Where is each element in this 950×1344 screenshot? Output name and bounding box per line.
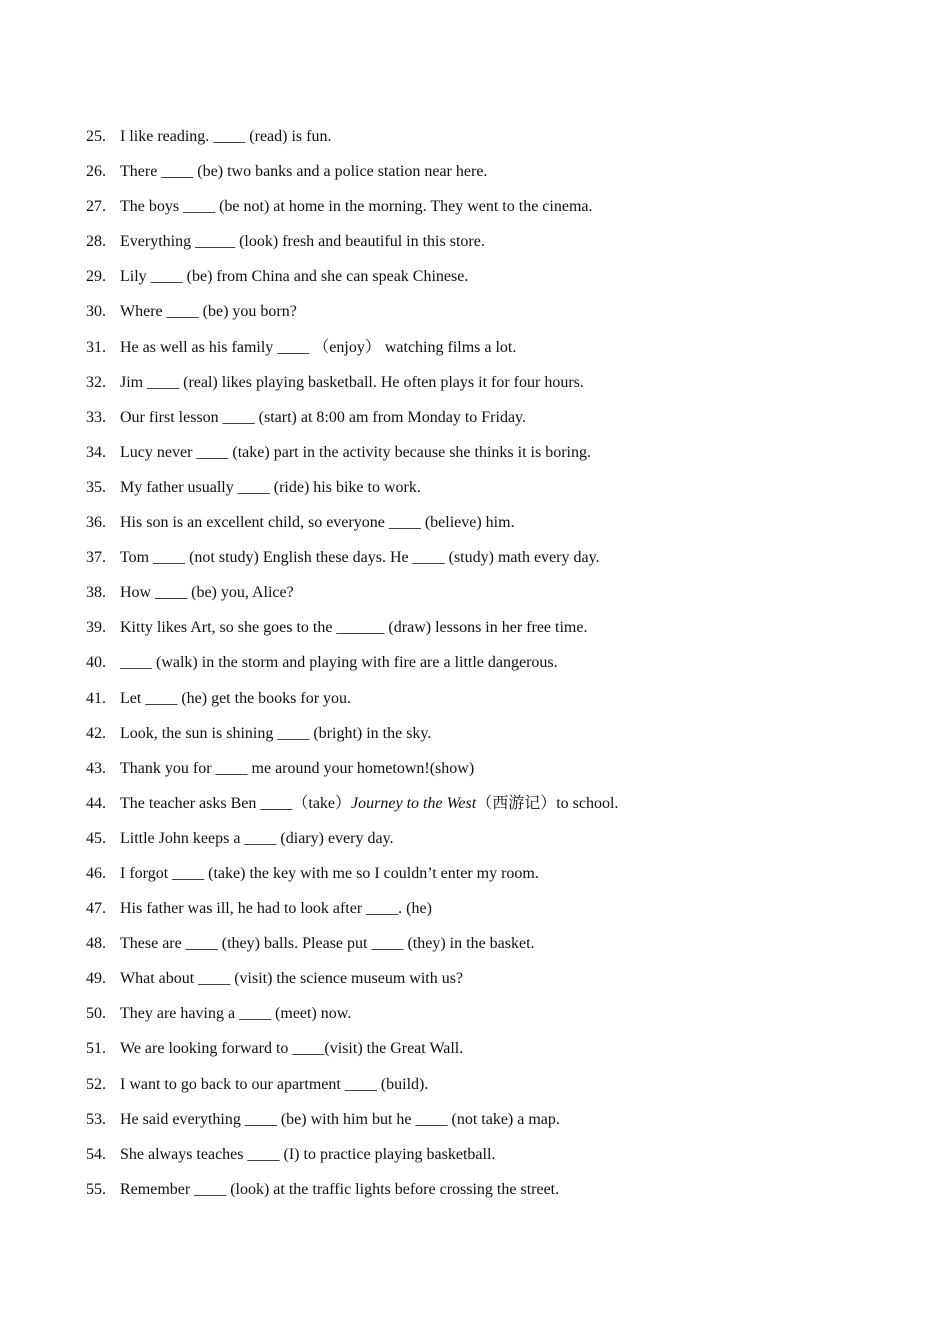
question-33 [86,404,866,439]
question-26 [86,158,866,193]
question-text: He said everything ____ (be) with him but he ____ (not take) a map. [120,1110,560,1128]
question-54 [86,1141,866,1176]
question-text: My father usually ____ (ride) his bike to work. [120,478,421,496]
question-text: Look, the sun is shining ____ (bright) in the sky. [120,724,432,742]
question-number: 42. [86,724,106,742]
question-number: 50. [86,1005,106,1023]
question-number: 35. [86,478,106,496]
question-text: We are looking forward to ____(visit) the Great Wall. [120,1040,464,1058]
question-text: How ____ (be) you, Alice? [120,584,294,602]
question-text: Lily ____ (be) from China and she can speak Chinese. [120,268,469,286]
question-30 [86,298,866,333]
question-text: I forgot ____ (take) the key with me so I couldn’t enter my room. [120,864,539,882]
question-number: 51. [86,1040,106,1058]
question-51 [86,1035,866,1070]
question-number: 49. [86,970,106,988]
question-text: Jim ____ (real) likes playing basketball. He often plays it for four hours. [120,373,584,391]
question-number: 29. [86,268,106,286]
question-text: Remember ____ (look) at the traffic lights before crossing the street. [120,1180,560,1198]
question-number: 33. [86,408,106,426]
question-36 [86,509,866,544]
question-text: Kitty likes Art, so she goes to the ______ (draw) lessons in her free time. [120,619,588,637]
question-number: 30. [86,303,106,321]
question-55 [86,1176,866,1211]
question-number: 26. [86,163,106,181]
question-text: Our first lesson ____ (start) at 8:00 am from Monday to Friday. [120,408,527,426]
question-number: 55. [86,1180,106,1198]
question-number: 52. [86,1075,106,1093]
question-number: 36. [86,514,106,532]
question-text: They are having a ____ (meet) now. [120,1005,352,1023]
question-text: Lucy never ____ (take) part in the activity because she thinks it is boring. [120,443,591,461]
question-text: He as well as his family ____ （enjoy） watching films a lot. [120,338,517,356]
question-text: Little John keeps a ____ (diary) every day. [120,829,394,847]
question-number: 37. [86,549,106,567]
question-number: 47. [86,900,106,918]
question-number: 43. [86,759,106,777]
question-number: 31. [86,338,106,356]
question-37 [86,544,866,579]
question-27 [86,193,866,228]
question-text: The boys ____ (be not) at home in the morning. They went to the cinema. [120,198,593,216]
question-text: There ____ (be) two banks and a police station near here. [120,163,488,181]
question-53 [86,1106,866,1141]
question-number: 44. [86,794,106,812]
question-number: 39. [86,619,106,637]
question-text: What about ____ (visit) the science museum with us? [120,970,464,988]
question-text: Where ____ (be) you born? [120,303,297,321]
question-number: 45. [86,829,106,847]
question-42 [86,720,866,755]
question-text: Thank you for ____ me around your hometown!(show) [120,759,475,777]
question-39 [86,614,866,649]
question-text: ____ (walk) in the storm and playing with fire are a little dangerous. [120,654,558,672]
question-number: 28. [86,233,106,251]
question-50 [86,1000,866,1035]
question-43 [86,755,866,790]
question-number: 34. [86,443,106,461]
question-40 [86,649,866,684]
question-text-before: The teacher asks Ben ____（take） [120,794,352,812]
question-number: 48. [86,935,106,953]
question-31 [86,334,866,369]
question-29 [86,263,866,298]
question-text: I want to go back to our apartment ____ (build). [120,1075,429,1093]
question-list [86,123,866,1211]
question-32 [86,369,866,404]
question-44 [86,790,866,825]
question-number: 32. [86,373,106,391]
question-number: 25. [86,128,106,145]
question-47 [86,895,866,930]
question-text: His son is an excellent child, so everyone ____ (believe) him. [120,514,515,532]
question-46 [86,860,866,895]
question-45 [86,825,866,860]
question-38 [86,579,866,614]
question-49 [86,965,866,1000]
question-text: Let ____ (he) get the books for you. [120,689,352,707]
question-48 [86,930,866,965]
question-text: These are ____ (they) balls. Please put ____ (they) in the basket. [120,935,535,953]
question-text-after: （西游记）to school. [476,794,619,812]
question-number: 46. [86,864,106,882]
question-text: I like reading. ____ (read) is fun. [120,128,332,145]
question-text: She always teaches ____ (I) to practice playing basketball. [120,1145,496,1163]
question-text [120,790,618,818]
question-text: Tom ____ (not study) English these days. He ____ (study) math every day. [120,549,600,567]
book-title: Journey to the West [351,794,477,812]
question-52 [86,1071,866,1106]
question-number: 53. [86,1110,106,1128]
question-number: 41. [86,689,106,707]
question-number: 54. [86,1145,106,1163]
question-text: His father was ill, he had to look after ____. (he) [120,900,432,918]
question-41 [86,685,866,720]
question-number: 27. [86,198,106,216]
question-34 [86,439,866,474]
question-28 [86,228,866,263]
question-text: Everything _____ (look) fresh and beautiful in this store. [120,233,485,251]
question-25 [86,123,866,158]
question-number: 38. [86,584,106,602]
question-number: 40. [86,654,106,672]
question-35 [86,474,866,509]
